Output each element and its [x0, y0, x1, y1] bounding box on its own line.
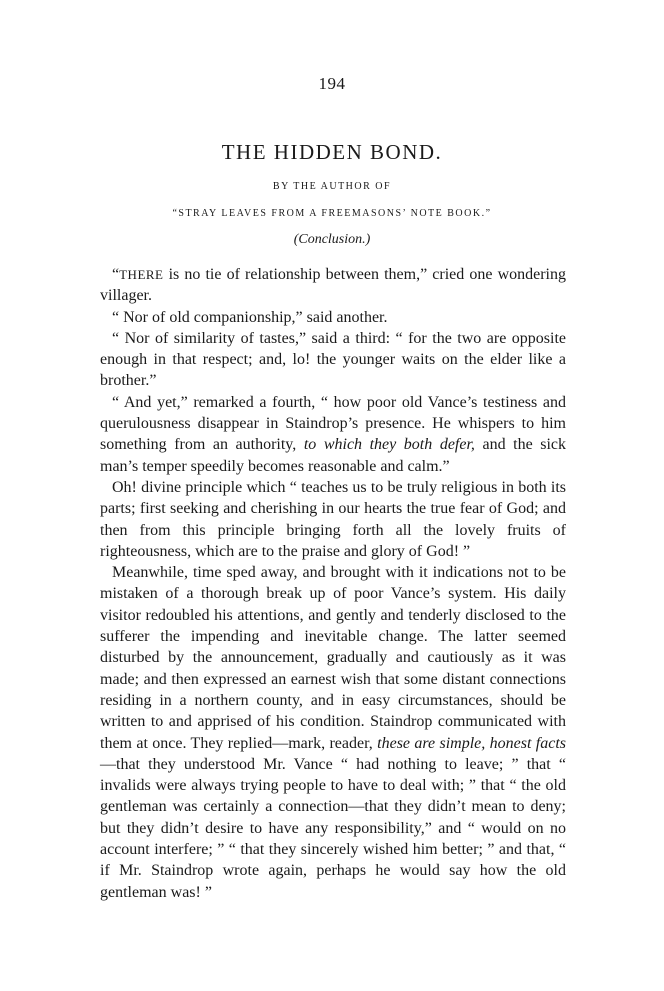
- page-number: 194: [318, 74, 346, 93]
- paragraph-4-italic: to which they both defer,: [303, 436, 475, 454]
- paragraph-4-text-a: “ And yet,” remarked a fourth, “ how poor old Vance’s testiness and querulousness disappear in Staindrop’s presence. He whispers to him something from an authority,: [100, 393, 566, 454]
- paragraph-1-open-quote: “: [112, 266, 120, 283]
- paragraph-1-text: is no tie of relationship between them,” cried one wondering villager.: [100, 266, 566, 305]
- paragraph-4-text-b: and the sick man’s temper speedily becomes reasonable and calm.”: [100, 436, 567, 475]
- byline: BY THE AUTHOR OF: [272, 181, 392, 192]
- paragraph-6-text-b: —that they understood Mr. Vance “ had nothing to leave; ” that “ invalids were always trying people to have to deal with; ” that “ the old gentleman was certainly a connection—that they didn’t mean to deny; but they didn’t desire to have any responsibility,” and “ would on no account interfere; ” “ that they sincerely wished him better; ” and that, “ if Mr. Staindrop wrote again, perhaps he would say how the old gentleman was! ”: [100, 755, 566, 901]
- paragraph-6: [100, 562, 566, 903]
- conclusion-note: (Conclusion.): [293, 232, 371, 247]
- paragraph-6-text-a: Meanwhile, time sped away, and brought with it indications not to be mistaken of a thorough break up of poor Vance’s system. His daily visitor redoubled his attentions, and gently and tenderly disclosed to the sufferer the impending and inevitable change. The latter seemed disturbed by the announcement, gradually and cautiously as it was made; and then expressed an earnest wish that some distant connections residing in a northern county, and in easy circumstances, should be written to and apprised of his condition. Staindrop communicated with them at once. They replied—mark, reader,: [100, 564, 566, 752]
- paragraph-4: [100, 392, 566, 477]
- body-text: [100, 264, 566, 903]
- chapter-title: THE HIDDEN BOND.: [221, 140, 443, 164]
- paragraph-5: Oh! divine principle which “ teaches us to be truly religious in both its parts; first seeking and cherishing in our hearts the true fear of God; and then from this principle bringing forth all the lovely fruits of righteousness, which are to the praise and glory of God! ”: [100, 478, 566, 560]
- paragraph-3: “ Nor of similarity of tastes,” said a third: “ for the two are opposite enough in that respect; and, lo! the younger waits on the elder like a brother.”: [100, 329, 566, 390]
- paragraph-6-italic: these are simple, honest facts: [377, 734, 566, 752]
- paragraph-1-small-caps: THERE: [119, 267, 164, 282]
- paragraph-2: “ Nor of old companionship,” said another.: [112, 308, 388, 326]
- source-work-title: “STRAY LEAVES FROM A FREEMASONS’ NOTE BOOK.”: [172, 208, 492, 219]
- paragraph-1: [100, 264, 566, 307]
